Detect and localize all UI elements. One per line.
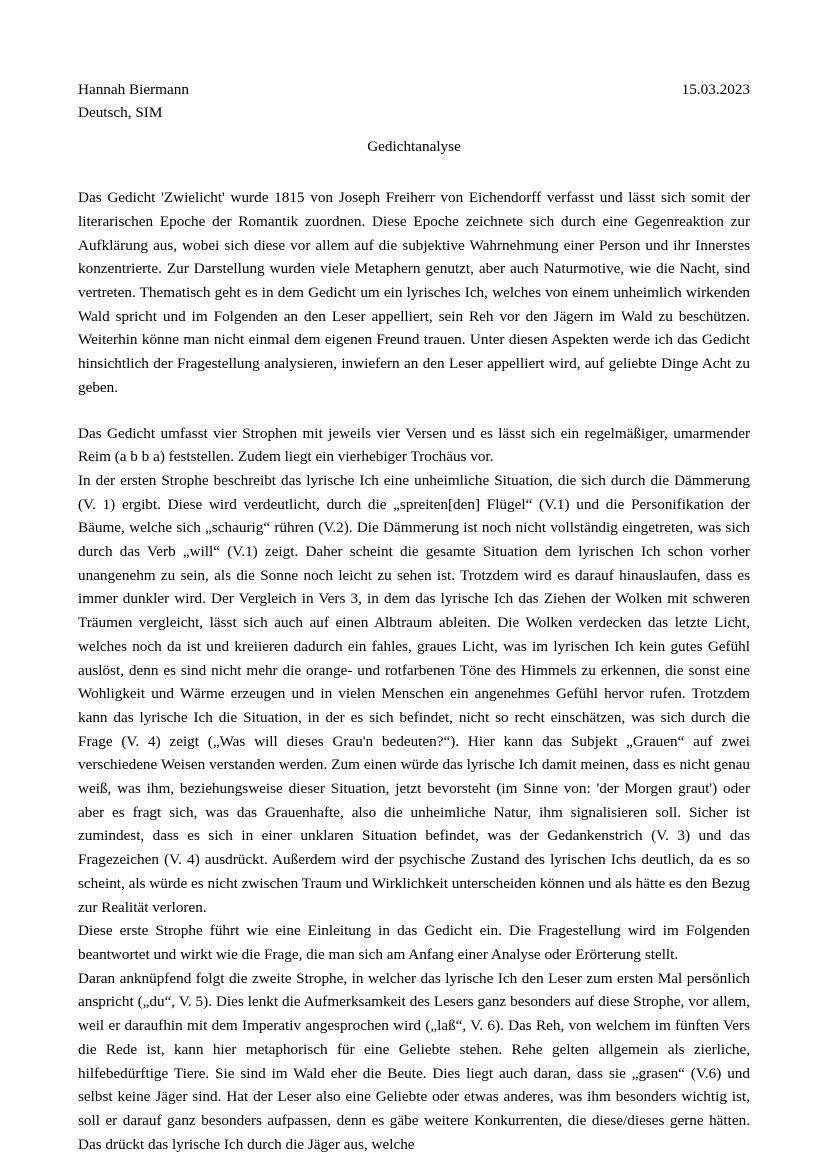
page-title: Gedichtanalyse bbox=[367, 138, 461, 156]
paragraph-form: Das Gedicht umfasst vier Strophen mit jeweils vier Versen und es lässt sich ein regelmäßiger, umarmender Reim (a b b a) feststellen. Zudem liegt ein vierhebiger Trochäus vor. bbox=[78, 424, 750, 466]
header-left-block bbox=[78, 78, 189, 124]
course-label: Deutsch, SIM bbox=[78, 104, 163, 122]
paragraph-stanza-one-summary: Diese erste Strophe führt wie eine Einleitung in das Gedicht ein. Die Fragestellung wird im Folgenden beantwortet und wirkt wie die Frage, die man sich am Anfang einer Analyse oder Erörterung stellt. bbox=[78, 922, 750, 963]
document-date: 15.03.2023 bbox=[681, 81, 750, 98]
document-header bbox=[78, 78, 750, 124]
author-name: Hannah Biermann bbox=[78, 81, 189, 98]
paragraph-intro: Das Gedicht 'Zwielicht' wurde 1815 von Joseph Freiherr von Eichendorff verfasst und lässt sich somit der literarischen Epoche der Romantik zuordnen. Diese Epoche zeichnete sich durch eine Gegenreaktion zur Aufklärung aus, wobei sich diese vor allem auf die subjektive Wahrnehmung einer Person und ihr Innerstes konzentrierte. Zur Darstellung wurden viele Metaphern genutzt, aber auch Naturmotive, wie die Nacht, sind vertreten. Thematisch geht es in dem Gedicht um ein lyrisches Ich, welches von einem unheimlich wirkenden Wald spricht und im Folgenden an den Leser appelliert, sein Reh vor den Jägern im Wald zu beschützen. Weiterhin könne man nicht einmal dem eigenen Freund trauen. Unter diesen Aspekten werde ich das Gedicht hinsichtlich der Fragestellung analysieren, inwiefern an den Leser appelliert wird, auf geliebte Dinge Acht zu geben. bbox=[78, 189, 750, 396]
paragraph-stanza-one: In der ersten Strophe beschreibt das lyrische Ich eine unheimliche Situation, die sich durch die Dämmerung (V. 1) ergibt. Diese wird verdeutlicht, durch die „spreiten[den] Flügel“ (V.1) und die Personifikation der Bäume, welche sich „schaurig“ rühren (V.2). Die Dämmerung ist noch nicht vollständig eingetreten, was sich durch das Verb „will“ (V.1) zeigt. Daher scheint die gesamte Situation dem lyrischen Ich schon vorher unangenehm zu sein, als die Sonne noch leicht zu sehen ist. Trotzdem wird es darauf hinauslaufen, dass es immer dunkler wird. Der Vergleich in Vers 3, in dem das lyrische Ich das Ziehen der Wolken mit schweren Träumen vergleicht, lässt sich auch auf einen Albtraum ableiten. Die Wolken verdecken das letzte Licht, welches noch da ist und kreiieren dadurch ein fahles, graues Licht, was im lyrischen Ich kein gutes Gefühl auslöst, denn es sind nicht mehr die orange- und rotfarbenen Töne des Himmels zu erkennen, die sonst eine Wohligkeit und Wärme erzeugen und in vielen Menschen ein angenehmes Gefühl hervor rufen. Trotzdem kann das lyrische Ich die Situation, in der es sich befindet, nicht so recht einschätzen, was sich durch die Frage (V. 4) zeigt („Was will dieses Grau'n bedeuten?“). Hier kann das Subjekt „Grauen“ auf zwei verschiedene Weisen verstanden werden. Zum einen würde das lyrische Ich damit meinen, dass es nicht genau weiß, was ihm, beziehungsweise dieser Situation, jetzt bevorsteht (im Sinne von: 'der Morgen graut') oder aber es fragt sich, was das Grauenhafte, also die unheimliche Natur, ihm signalisieren soll. Sicher ist zumindest, dass es sich in einer unklaren Situation befindet, was der Gedankenstrich (V. 3) und das Fragezeichen (V. 4) ausdrückt. Außerdem wird der psychische Zustand des lyrischen Ichs deutlich, da es so scheint, als würde es nicht zwischen Traum und Wirklichkeit unterscheiden können und als hätte es den Bezug zur Realität verloren. bbox=[78, 471, 750, 916]
paragraph-stanza-two: Daran anknüpfend folgt die zweite Strophe, in welcher das lyrische Ich den Leser zum ersten Mal persönlich anspricht („du“, V. 5). Dies lenkt die Aufmerksamkeit des Lesers ganz besonders auf diese Strophe, vor allem, weil er daraufhin mit dem Imperativ angesprochen wird („laß“, V. 6). Das Reh, von welchem im fünften Vers die Rede ist, kann hier metaphorisch für eine Geliebte stehen. Rehe gelten allgemein als zierliche, hilfebedürftige Tiere. Sie sind im Wald eher die Beute. Dies liegt auch daran, dass sie „grasen“ (V.6) und selbst keine Jäger sind. Hat der Leser also eine Geliebte oder etwas anderes, was ihm besonders wichtig ist, soll er darauf ganz besonders aufpassen, denn es gäbe weitere Konkurrenten, die diese/dieses gerne hätten. Das drückt das lyrische Ich durch die Jäger aus, welche bbox=[78, 969, 750, 1153]
header-right-block bbox=[682, 78, 750, 101]
document-body bbox=[78, 186, 750, 1156]
